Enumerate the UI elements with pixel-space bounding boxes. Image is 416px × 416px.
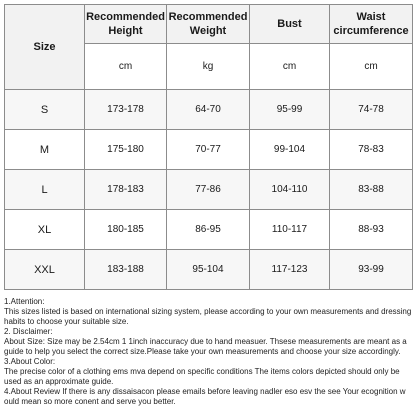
bust-cell: 110-117 <box>250 210 330 250</box>
table-row <box>5 130 413 170</box>
height-unit: cm <box>85 44 167 90</box>
table-row <box>5 250 413 290</box>
weight-cell: 64-70 <box>167 90 250 130</box>
waist-column-header: Waist circumference <box>330 5 413 44</box>
weight-unit: kg <box>167 44 250 90</box>
note-color-heading: 3.About Color: <box>4 357 56 366</box>
weight-column-header: Recommended Weight <box>167 5 250 44</box>
bust-cell: 95-99 <box>250 90 330 130</box>
height-column-header: Recommended Height <box>85 5 167 44</box>
bust-column-header: Bust <box>250 5 330 44</box>
bust-unit: cm <box>250 44 330 90</box>
size-cell: M <box>5 130 85 170</box>
weight-cell: 86-95 <box>167 210 250 250</box>
note-disclaimer-text: About Size: Size may be 2.54cm 1 1inch inaccuracy due to hand measuer. Thsese measurements are meant as a guide to help you select the correct size.Please take your own measurements and choose your size accordingly. <box>4 337 407 356</box>
waist-unit: cm <box>330 44 413 90</box>
height-cell: 180-185 <box>85 210 167 250</box>
note-attention-heading: 1.Attention: <box>4 297 45 306</box>
size-notes <box>4 297 414 407</box>
table-row <box>5 170 413 210</box>
height-cell: 178-183 <box>85 170 167 210</box>
note-attention-text: This sizes listed is based on international sizing system, please according to your own measurements and dressing habits to choose your suitable size. <box>4 307 412 326</box>
table-row <box>5 210 413 250</box>
weight-cell: 77-86 <box>167 170 250 210</box>
waist-cell: 93-99 <box>330 250 413 290</box>
height-cell: 173-178 <box>85 90 167 130</box>
table-row <box>5 90 413 130</box>
waist-cell: 74-78 <box>330 90 413 130</box>
waist-cell: 78-83 <box>330 130 413 170</box>
note-review-text: 4.About Review If there is any dissaisacon please emails before leaving nadler eso esv the see Your ecognition w ould mean so more conent and serve you better. <box>4 387 406 406</box>
header-row <box>5 5 413 44</box>
size-cell: XXL <box>5 250 85 290</box>
weight-cell: 70-77 <box>167 130 250 170</box>
weight-cell: 95-104 <box>167 250 250 290</box>
bust-cell: 104-110 <box>250 170 330 210</box>
height-cell: 183-188 <box>85 250 167 290</box>
bust-cell: 117-123 <box>250 250 330 290</box>
height-cell: 175-180 <box>85 130 167 170</box>
size-chart-table <box>4 4 413 290</box>
bust-cell: 99-104 <box>250 130 330 170</box>
size-cell: S <box>5 90 85 130</box>
size-cell: L <box>5 170 85 210</box>
size-cell: XL <box>5 210 85 250</box>
note-color-text: The precise color of a clothing ems mva depend on specific conditions The items colors depicted should only be used as an approximate guide. <box>4 367 400 386</box>
waist-cell: 88-93 <box>330 210 413 250</box>
note-disclaimer-heading: 2. Disclaimer: <box>4 327 53 336</box>
size-column-header: Size <box>5 5 85 90</box>
waist-cell: 83-88 <box>330 170 413 210</box>
